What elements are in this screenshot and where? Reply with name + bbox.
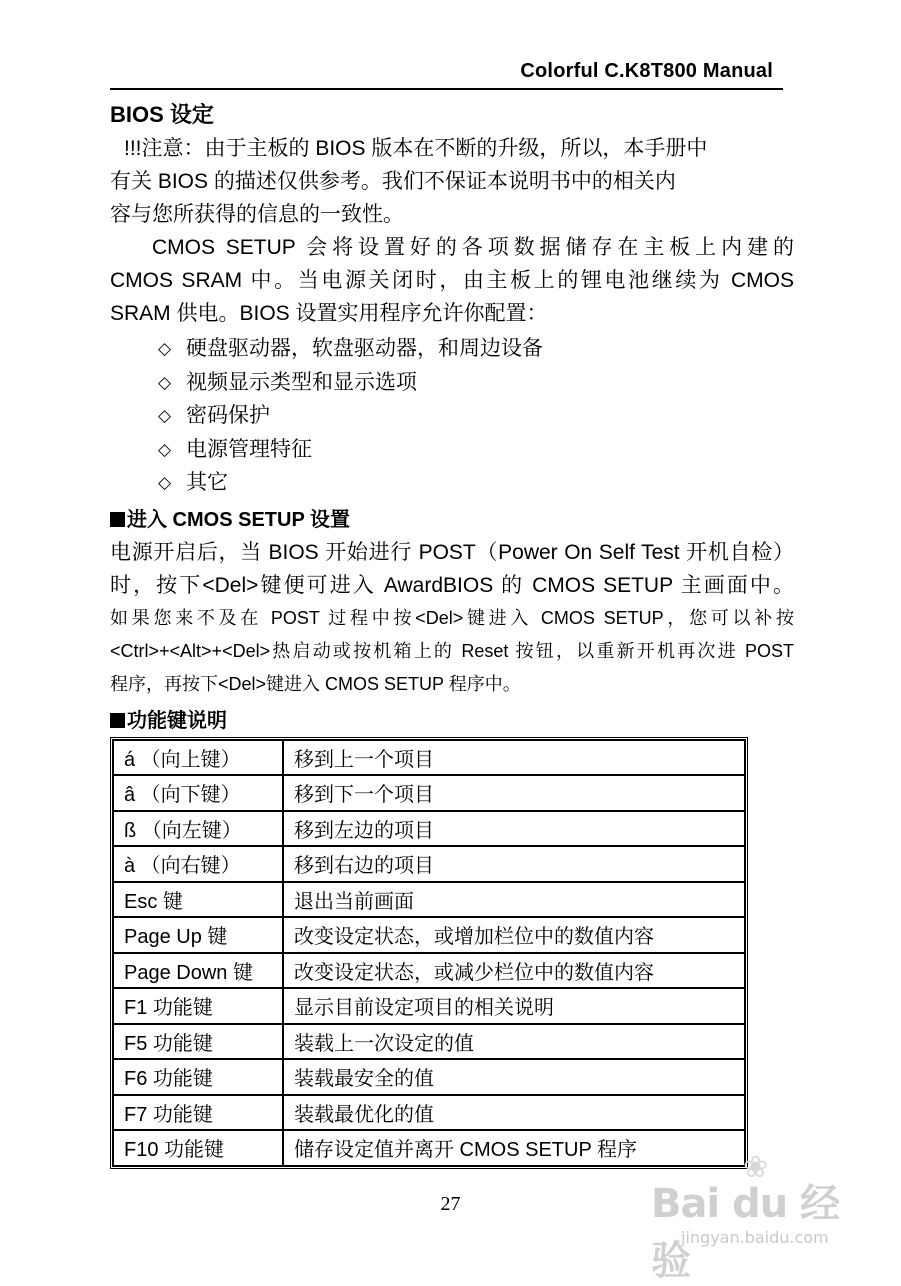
key-cell: á （向上键）	[113, 740, 283, 776]
diamond-icon: ◇	[158, 339, 172, 358]
enter-setup-line: 程序，再按下<Del>键进入 CMOS SETUP 程序中。	[110, 673, 521, 694]
notice-line: !!!注意：由于主板的 BIOS 版本在不断的升级，所以，本手册中	[124, 137, 708, 160]
desc-cell: 移到右边的项目	[283, 846, 745, 882]
list-item	[158, 366, 794, 400]
header-title: Colorful C.K8T800 Manual	[520, 60, 773, 82]
watermark-site: jingyan.baidu.com	[681, 1228, 829, 1247]
list-item-text: 视频显示类型和显示选项	[186, 370, 417, 394]
intro-line: CMOS SRAM 中。当电源关闭时，由主板上的锂电池继续为 CMOS	[110, 269, 794, 292]
list-item	[158, 466, 794, 500]
desc-cell: 装载上一次设定的值	[283, 1024, 745, 1060]
desc-cell: 显示目前设定项目的相关说明	[283, 988, 745, 1024]
key-cell: Page Down 键	[113, 953, 283, 989]
desc-cell: 改变设定状态，或增加栏位中的数值内容	[283, 917, 745, 953]
key-cell: Esc 键	[113, 882, 283, 918]
list-item-text: 电源管理特征	[186, 437, 312, 461]
desc-cell: 改变设定状态，或减少栏位中的数值内容	[283, 953, 745, 989]
table-row	[113, 1059, 745, 1095]
diamond-icon: ◇	[158, 406, 172, 425]
key-cell: F5 功能键	[113, 1024, 283, 1060]
desc-cell: 退出当前画面	[283, 882, 745, 918]
function-keys-table	[110, 737, 748, 1169]
table-row	[113, 953, 745, 989]
table-row	[113, 917, 745, 953]
intro-paragraph	[110, 231, 794, 330]
notice-paragraph	[110, 132, 794, 231]
enter-setup-title-text: 进入 CMOS SETUP 设置	[127, 508, 350, 531]
function-keys-title-text: 功能键说明	[127, 709, 227, 732]
list-item	[158, 332, 794, 366]
enter-setup-line: <Ctrl>+<Alt>+<Del>热启动或按机箱上的 Reset 按钮，以重新开机再次进 POST	[110, 640, 794, 661]
key-cell: F7 功能键	[113, 1095, 283, 1131]
key-cell: ß （向左键）	[113, 811, 283, 847]
page-number: 27	[440, 1193, 461, 1215]
key-cell: à （向右键）	[113, 846, 283, 882]
key-cell: â （向下键）	[113, 775, 283, 811]
desc-cell: 装载最安全的值	[283, 1059, 745, 1095]
diamond-icon: ◇	[158, 372, 172, 392]
desc-cell: 装载最优化的值	[283, 1095, 745, 1131]
desc-cell: 移到上一个项目	[283, 740, 745, 776]
table-row	[113, 988, 745, 1024]
table-row	[113, 740, 745, 776]
enter-setup-paragraph	[110, 536, 794, 701]
desc-cell: 移到左边的项目	[283, 811, 745, 847]
black-square-icon	[110, 512, 125, 527]
list-item	[158, 433, 794, 467]
list-item	[158, 399, 794, 433]
notice-line: 容与您所获得的信息的一致性。	[110, 203, 404, 226]
diamond-icon: ◇	[158, 439, 172, 459]
enter-setup-line: 如果您来不及在 POST 过程中按<Del>键进入 CMOS SETUP，您可以补按	[110, 607, 794, 628]
black-square-icon	[110, 713, 125, 728]
list-item-text: 密码保护	[186, 404, 270, 427]
list-item-text: 其它	[186, 471, 228, 494]
desc-cell: 移到下一个项目	[283, 775, 745, 811]
intro-line: SRAM 供电。BIOS 设置实用程序允许你配置：	[110, 302, 548, 325]
list-item-text: 硬盘驱动器，软盘驱动器，和周边设备	[186, 337, 543, 360]
watermark-logo	[651, 1150, 861, 1284]
watermark-brand: Bai du 经验	[651, 1181, 840, 1284]
table-row	[113, 811, 745, 847]
page-content	[110, 92, 794, 1169]
enter-setup-line: 电源开启后，当 BIOS 开始进行 POST（Power On Self Test 开机自检）	[110, 540, 794, 564]
intro-line: CMOS SETUP 会将设置好的各项数据储存在主板上内建的	[152, 236, 794, 259]
section-title: BIOS 设定	[110, 102, 214, 127]
enter-setup-title	[110, 504, 794, 536]
header-rule	[110, 88, 783, 90]
table-row	[113, 775, 745, 811]
key-cell: F1 功能键	[113, 988, 283, 1024]
table-row	[113, 1095, 745, 1131]
diamond-icon: ◇	[158, 473, 172, 492]
paw-icon: ❀	[743, 1151, 769, 1184]
table-row	[113, 846, 745, 882]
key-cell: Page Up 键	[113, 917, 283, 953]
table-row	[113, 1024, 745, 1060]
feature-list	[110, 332, 794, 500]
key-cell: F10 功能键	[113, 1130, 283, 1166]
desc-cell: 储存设定值并离开 CMOS SETUP 程序	[283, 1130, 745, 1166]
enter-setup-line: 时，按下<Del>键便可进入 AwardBIOS 的 CMOS SETUP 主画面中。	[110, 573, 794, 597]
notice-line: 有关 BIOS 的描述仅供参考。我们不保证本说明书中的相关内	[110, 170, 676, 193]
key-cell: F6 功能键	[113, 1059, 283, 1095]
function-keys-title	[110, 705, 794, 737]
table-row	[113, 882, 745, 918]
